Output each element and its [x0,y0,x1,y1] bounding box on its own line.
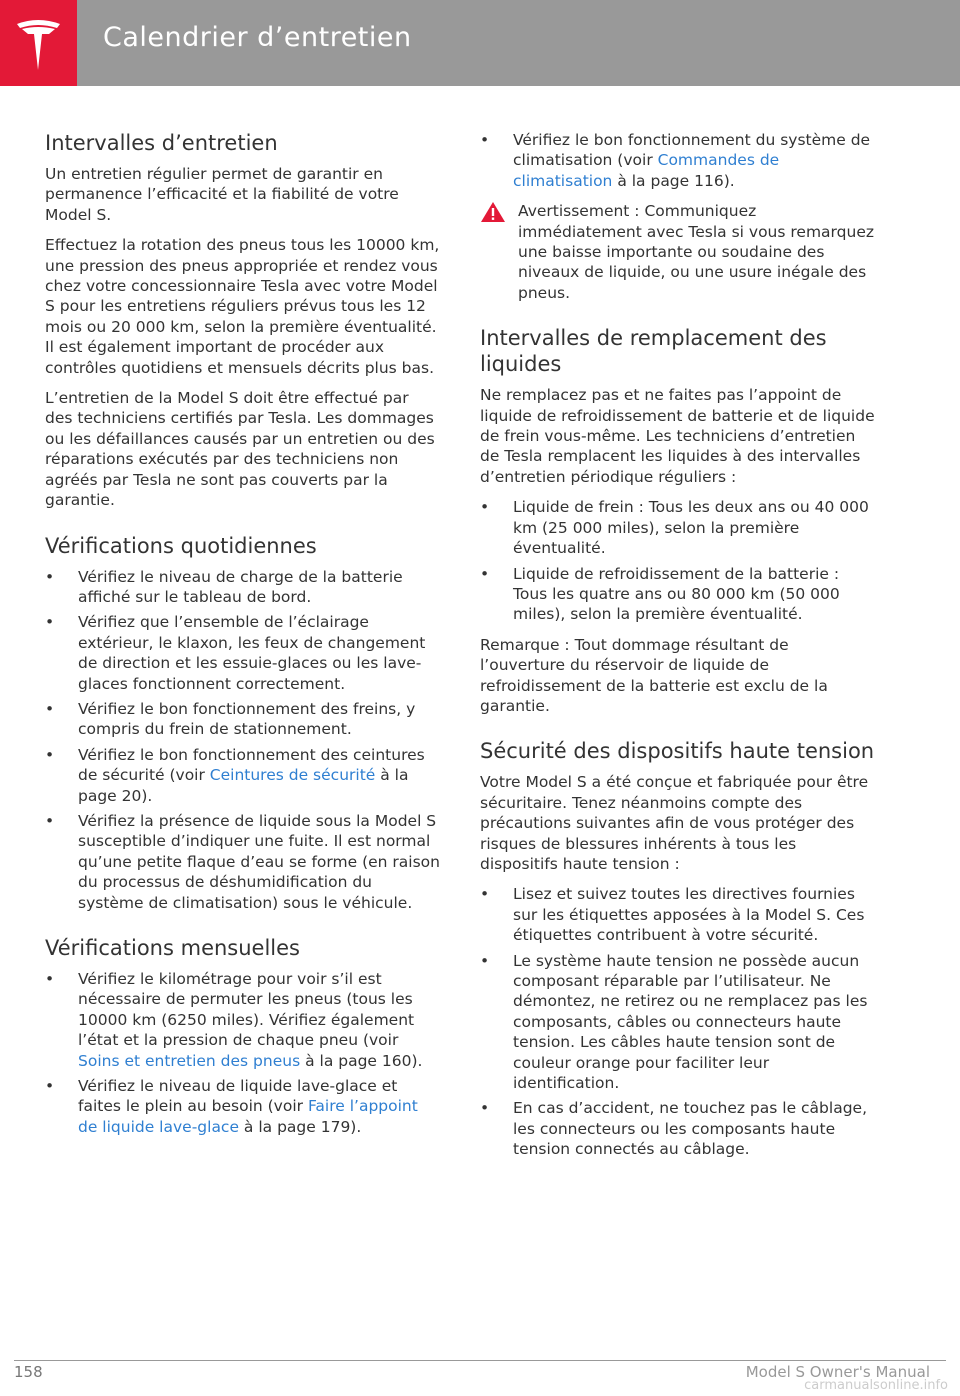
paragraph: Votre Model S a été conçue et fabriquée pour être sécuritaire. Tenez néanmoins compte des précautions suivantes afin de vous protéger des risques de blessures inhérents à tous les dispositifs haute tension : [480,773,869,873]
list-item [45,1076,440,1137]
text: à la page 116). [612,171,735,190]
link-seat-belts[interactable]: Ceintures de sécurité [209,766,376,785]
left-column [45,130,440,1147]
text: Vérifiez le niveau de liquide lave-glace et faites le plein au besoin (voir [78,1077,398,1116]
list-item: • Vérifiez le bon fonctionnement des freins, y compris du frein de stationnement. [45,699,440,740]
section-heading-maintenance-intervals: Intervalles d’entretien [45,131,278,155]
text: Vérifiez le bon fonctionnement des ceintures de sécurité (voir [78,745,425,785]
link-washer-fluid[interactable]: Faire l’appoint de liquide lave-glace [78,1097,418,1136]
right-column [480,130,875,1170]
manual-name: Model S Owner's Manual [745,1363,930,1381]
list-item [45,745,440,806]
list-item [45,969,440,1071]
page-title: Calendrier d’entretien [103,22,412,53]
section-heading-monthly-checks: Vérifications mensuelles [45,936,300,960]
paragraph: Effectuez la rotation des pneus tous les 10000 km, une pression des pneus appropriée et rendez vous chez votre concessionnaire Tesla avec votre Model S pour les entretiens réguliers prévus tous les 12 mois ou 20 000 km, selon la première éventualité. Il est également important de procéder aux contrôles quotidiens et mensuels décrits plus bas. [45,236,440,377]
text: à la page 160). [300,1051,423,1070]
list-item [480,130,875,191]
footer-divider [14,1360,946,1361]
link-climate-controls[interactable]: Commandes de climatisation [513,151,780,190]
list-item: • Vérifiez la présence de liquide sous la Model S susceptible d’indiquer une fuite. Il est normal qu’une petite flaque d’eau se forme (en raison du processus de déshumidification du système de climatisation) sous le véhicule. [45,811,440,913]
watermark: carmanualsonline.info [804,1378,948,1393]
tesla-logo-icon [13,14,64,72]
warning-box [480,201,875,303]
note: Remarque : Tout dommage résultant de l’ouverture du réservoir de liquide de refroidissement de la batterie est exclu de la garantie. [480,635,828,715]
paragraph: L’entretien de la Model S doit être effectué par des techniciens certifiés par Tesla. Les dommages ou les défaillances causés par un entretien ou des réparations exécutés par des techniciens non agréés par Tesla ne sont pas couverts par la garantie. [45,389,435,510]
daily-checks-list [45,567,440,914]
list-item: • Lisez et suivez toutes les directives fournies sur les étiquettes apposées à la Model S. Ces étiquettes contribuent à votre sécurité. [480,884,875,945]
paragraph: Ne remplacez pas et ne faites pas l’appoint de liquide de refroidissement de batterie et de liquide de frein vous-même. Les techniciens d’entretien de Tesla remplacent les liquides à des intervalles d’entretien périodique réguliers : [480,386,875,486]
fluid-intervals-list [480,497,875,624]
continued-list [480,130,875,191]
text: à la page 179). [239,1117,362,1136]
text: Vérifiez le bon fonctionnement du système de climatisation (voir [513,131,871,170]
high-voltage-list [480,884,875,1159]
section-heading-fluid-intervals: Intervalles de remplacement des liquides [480,326,827,377]
list-item: • Vérifiez le niveau de charge de la batterie affiché sur le tableau de bord. [45,567,440,608]
tesla-logo [0,0,77,86]
link-tire-care[interactable]: Soins et entretien des pneus [78,1051,301,1070]
list-item: • Liquide de frein : Tous les deux ans ou 40 000 km (25 000 miles), selon la première éventualité. [480,497,875,558]
section-heading-daily-checks: Vérifications quotidiennes [45,533,317,558]
list-item: • En cas d’accident, ne touchez pas le câblage, les connecteurs ou les composants haute tension connectés au câblage. [480,1098,875,1159]
list-item: • Liquide de refroidissement de la batterie : Tous les quatre ans ou 80 000 km (50 000 miles), selon la première éventualité. [480,564,875,625]
text: Vérifiez le kilométrage pour voir s’il est nécessaire de permuter les pneus (tous les 10000 km (6250 miles). Vérifiez également l’état et la pression de chaque pneu (voir [78,970,415,1050]
page-header [0,0,960,86]
paragraph: Un entretien régulier permet de garantir en permanence l’efficacité et la fiabilité de votre Model S. [45,165,399,224]
warning-icon [480,201,506,223]
list-item: • Vérifiez que l’ensemble de l’éclairage extérieur, le klaxon, les feux de changement de direction et les essuie-glaces ou les lave-glaces fonctionnent correctement. [45,612,440,694]
page-number: 158 [14,1363,43,1381]
text: à la page 20). [78,766,409,805]
list-item: • Le système haute tension ne possède aucun composant réparable par l’utilisateur. Ne démontez, ne retirez ou ne remplacez pas les composants, câbles ou connecteurs haute tension. Les câbles haute tension sont de couleur orange pour faciliter leur identification. [480,951,875,1094]
section-heading-high-voltage-safety: Sécurité des dispositifs haute tension [480,739,875,764]
monthly-checks-list [45,969,440,1137]
warning-text: Avertissement : Communiquez immédiatement avec Tesla si vous remarquez une baisse importante ou soudaine des niveaux de liquide, ou une usure inégale des pneus. [518,202,874,302]
